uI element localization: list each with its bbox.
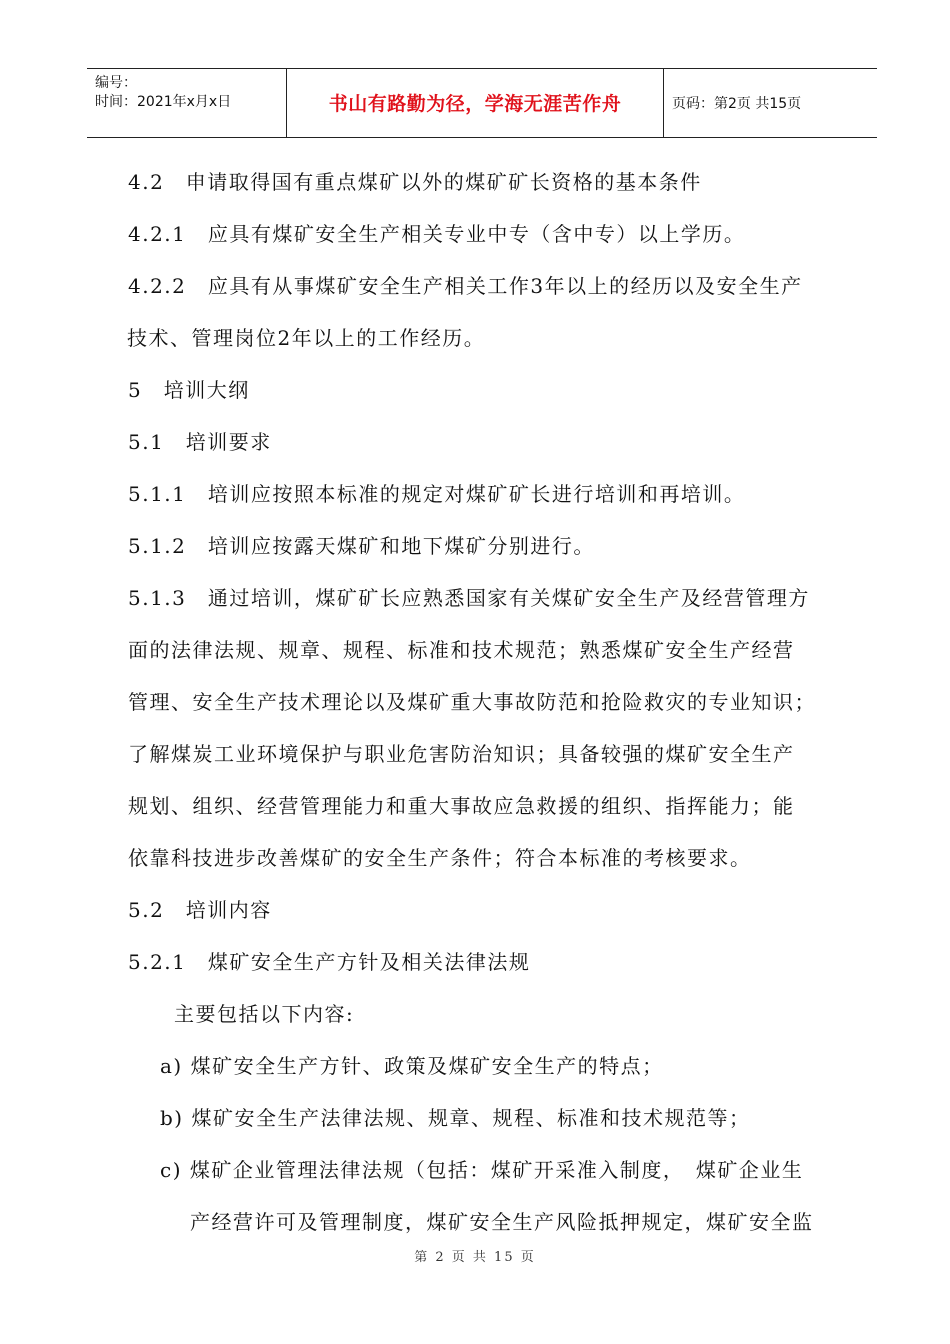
clause-5-1-3-line-3: 管理、安全生产技术理论以及煤矿重大事故防范和抢险救灾的专业知识； bbox=[128, 690, 816, 714]
clause-5-2-1: 5.2.1 煤矿安全生产方针及相关法律法规 bbox=[128, 950, 531, 974]
motto-text: 书山有路勤为径，学海无涯苦作舟 bbox=[328, 93, 622, 115]
document-header bbox=[87, 68, 877, 138]
clause-4-2-2-continued: 技术、管理岗位2年以上的工作经历。 bbox=[127, 326, 486, 350]
clause-5-1-1: 5.1.1 培训应按照本标准的规定对煤矿矿长进行培训和再培训。 bbox=[128, 482, 746, 506]
list-item-a: a) 煤矿安全生产方针、政策及煤矿安全生产的特点； bbox=[160, 1054, 664, 1078]
clause-5-1-3-line-2: 面的法律法规、规章、规程、标准和技术规范；熟悉煤矿安全生产经营 bbox=[128, 638, 795, 662]
serial-number-label: 编号： bbox=[95, 75, 137, 91]
list-item-b: b) 煤矿安全生产法律法规、规章、规程、标准和技术规范等； bbox=[160, 1106, 751, 1130]
section-5-heading: 5 培训大纲 bbox=[128, 378, 250, 402]
clause-5-1-2: 5.1.2 培训应按露天煤矿和地下煤矿分别进行。 bbox=[128, 534, 595, 558]
clause-5-1-3-line-4: 了解煤炭工业环境保护与职业危害防治知识；具备较强的煤矿安全生产 bbox=[128, 742, 795, 766]
clause-4-2-1: 4.2.1 应具有煤矿安全生产相关专业中专（含中专）以上学历。 bbox=[128, 222, 746, 246]
page-footer: 第 2 页 共 15 页 bbox=[414, 1250, 536, 1265]
clause-4-2-2: 4.2.2 应具有从事煤矿安全生产相关工作3年以上的经历以及安全生产 bbox=[128, 274, 803, 298]
header-motto-cell bbox=[287, 69, 664, 137]
content-intro: 主要包括以下内容: bbox=[174, 1002, 355, 1026]
clause-5-1-3: 5.1.3 通过培训，煤矿矿长应熟悉国家有关煤矿安全生产及经营管理方 bbox=[128, 586, 810, 610]
header-page-cell bbox=[664, 69, 877, 137]
clause-5-1-3-line-6: 依靠科技进步改善煤矿的安全生产条件；符合本标准的考核要求。 bbox=[128, 846, 752, 870]
header-page-number: 页码：第2页 共15页 bbox=[672, 96, 802, 112]
list-item-c: c) 煤矿企业管理法律法规（包括：煤矿开采准入制度， 煤矿企业生 bbox=[160, 1158, 804, 1182]
date-label: 时间：2021年x月x日 bbox=[95, 94, 232, 110]
header-meta-cell bbox=[87, 69, 287, 137]
section-5-2-heading: 5.2 培训内容 bbox=[128, 898, 272, 922]
list-item-c-continued: 产经营许可及管理制度，煤矿安全生产风险抵押规定，煤矿安全监 bbox=[190, 1210, 814, 1234]
section-4-2-heading: 4.2 申请取得国有重点煤矿以外的煤矿矿长资格的基本条件 bbox=[128, 170, 702, 194]
clause-5-1-3-line-5: 规划、组织、经营管理能力和重大事故应急救援的组织、指挥能力；能 bbox=[128, 794, 795, 818]
section-5-1-heading: 5.1 培训要求 bbox=[128, 430, 272, 454]
